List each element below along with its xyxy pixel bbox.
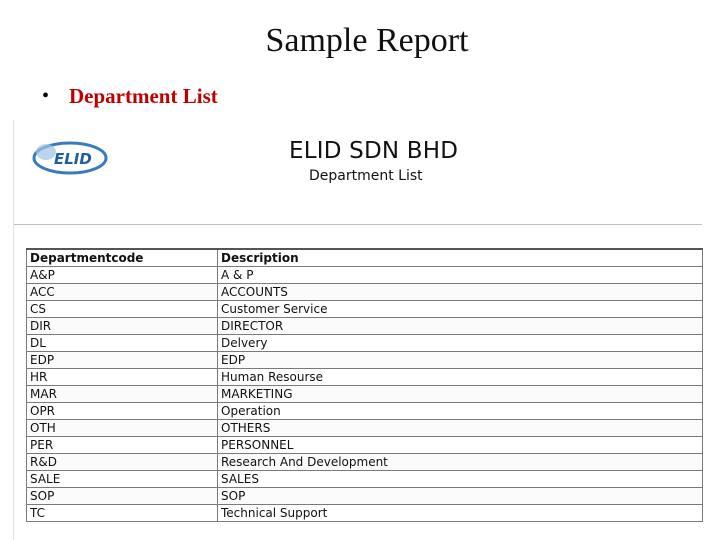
- department-code-cell: OTH: [27, 420, 218, 437]
- table-row: [27, 352, 703, 369]
- department-code-cell: R&D: [27, 454, 218, 471]
- table-row: [27, 454, 703, 471]
- department-code-cell: PER: [27, 437, 218, 454]
- logo-text: ELID: [54, 150, 92, 168]
- department-code-cell: MAR: [27, 386, 218, 403]
- department-description-cell: ACCOUNTS: [218, 284, 703, 301]
- department-description-cell: DIRECTOR: [218, 318, 703, 335]
- table-row: [27, 437, 703, 454]
- department-code-cell: CS: [27, 301, 218, 318]
- department-code-cell: EDP: [27, 352, 218, 369]
- department-code-cell: SOP: [27, 488, 218, 505]
- column-header-code: Departmentcode: [27, 249, 218, 267]
- department-description-cell: SOP: [218, 488, 703, 505]
- bullet-icon: •: [42, 85, 50, 107]
- department-code-cell: A&P: [27, 267, 218, 284]
- department-description-cell: PERSONNEL: [218, 437, 703, 454]
- department-code-cell: OPR: [27, 403, 218, 420]
- table-header-row: [27, 249, 703, 267]
- bullet-item: [42, 84, 218, 109]
- table-row: [27, 284, 703, 301]
- table-row: [27, 318, 703, 335]
- department-description-cell: Technical Support: [218, 505, 703, 522]
- department-description-cell: EDP: [218, 352, 703, 369]
- department-description-cell: Operation: [218, 403, 703, 420]
- department-code-cell: ACC: [27, 284, 218, 301]
- table-row: [27, 386, 703, 403]
- table-row: [27, 267, 703, 284]
- department-description-cell: MARKETING: [218, 386, 703, 403]
- table-row: [27, 301, 703, 318]
- company-name: ELID SDN BHD: [289, 138, 459, 164]
- bullet-label: Department List: [69, 84, 218, 108]
- department-description-cell: Customer Service: [218, 301, 703, 318]
- department-description-cell: A & P: [218, 267, 703, 284]
- table-row: [27, 335, 703, 352]
- department-description-cell: Human Resourse: [218, 369, 703, 386]
- table-row: [27, 471, 703, 488]
- report-image: [13, 120, 702, 540]
- department-description-cell: Research And Development: [218, 454, 703, 471]
- department-table: [26, 248, 703, 522]
- department-code-cell: SALE: [27, 471, 218, 488]
- table-row: [27, 420, 703, 437]
- department-code-cell: TC: [27, 505, 218, 522]
- department-description-cell: Delvery: [218, 335, 703, 352]
- table-row: [27, 505, 703, 522]
- department-description-cell: SALES: [218, 471, 703, 488]
- report-title: Department List: [309, 168, 423, 184]
- column-header-description: Description: [218, 249, 703, 267]
- department-description-cell: OTHERS: [218, 420, 703, 437]
- department-code-cell: DL: [27, 335, 218, 352]
- department-code-cell: HR: [27, 369, 218, 386]
- table-body: [27, 267, 703, 522]
- company-logo-icon: [30, 136, 116, 178]
- slide-title: Sample Report: [265, 22, 469, 59]
- table-row: [27, 403, 703, 420]
- table-row: [27, 488, 703, 505]
- report-header: [14, 120, 702, 225]
- department-code-cell: DIR: [27, 318, 218, 335]
- table-row: [27, 369, 703, 386]
